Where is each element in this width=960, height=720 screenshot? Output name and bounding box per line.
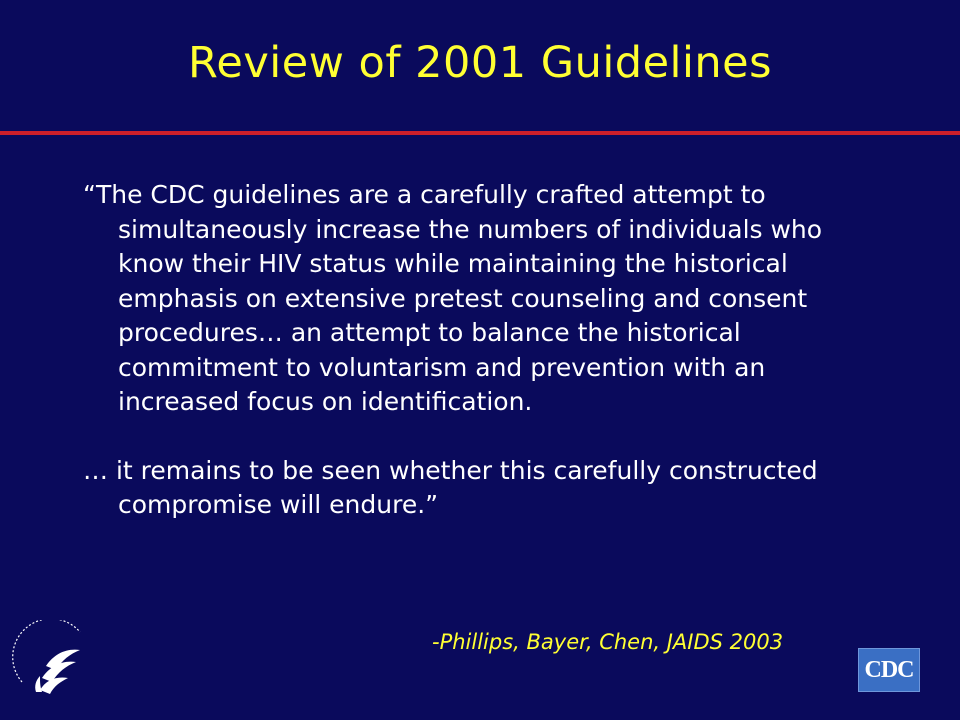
slide-title: Review of 2001 Guidelines [187, 38, 773, 88]
citation: -Phillips, Bayer, Chen, JAIDS 2003 [432, 630, 784, 654]
quote-paragraph: “The CDC guidelines are a carefully crafted attempt to simultaneously increase the numbers of individuals who know their HIV status while maintaining the historical emphasis on extensive pretest counseling and consent procedures… an attempt to balance the historical commitment to voluntarism and prevention with an increased focus on identification. [83, 180, 823, 416]
quote-paragraph: … it remains to be seen whether this carefully constructed compromise will endure.” [83, 455, 818, 519]
quote-block [83, 178, 893, 523]
hhs-seal-icon [12, 620, 98, 706]
title-divider [0, 131, 960, 135]
cdc-logo [858, 648, 920, 692]
cdc-logo-text: CDC [864, 657, 914, 683]
